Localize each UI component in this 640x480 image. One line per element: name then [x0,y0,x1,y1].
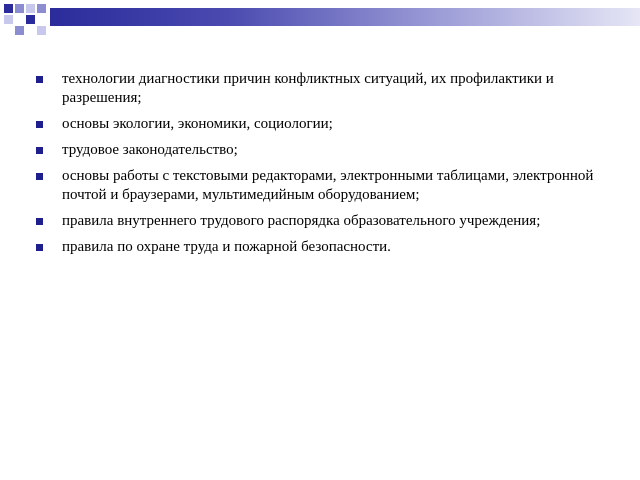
bullet-text: правила внутреннего трудового распорядка образовательного учреждения; [62,213,541,229]
bullet-item [36,141,596,160]
bullet-text: основы работы с текстовыми редакторами, электронными таблицами, электронной почтой и браузерами, мультимедийным оборудованием; [62,168,594,203]
bullet-text: трудовое законодательство; [62,142,238,158]
decor-square-icon [15,4,24,13]
square-bullet-icon [36,121,43,128]
square-bullet-icon [36,218,43,225]
decor-square-icon [4,15,13,24]
bullet-item [36,238,596,257]
bullet-item [36,115,596,134]
decor-square-icon [37,26,46,35]
square-bullet-icon [36,173,43,180]
bullet-list [36,70,596,264]
bullet-text: технологии диагностики причин конфликтных ситуаций, их профилактики и разрешения; [62,71,554,106]
decor-square-icon [15,26,24,35]
bullet-text: основы экологии, экономики, социологии; [62,116,333,132]
bullet-item [36,70,596,108]
decor-square-icon [4,4,13,13]
square-bullet-icon [36,147,43,154]
square-bullet-icon [36,244,43,251]
decor-square-icon [37,4,46,13]
header-gradient-bar [50,8,640,26]
bullet-item [36,212,596,231]
bullet-item [36,167,596,205]
bullet-text: правила по охране труда и пожарной безопасности. [62,239,391,255]
decor-square-icon [26,15,35,24]
decor-square-icon [26,4,35,13]
square-bullet-icon [36,76,43,83]
header-decoration [0,0,640,40]
